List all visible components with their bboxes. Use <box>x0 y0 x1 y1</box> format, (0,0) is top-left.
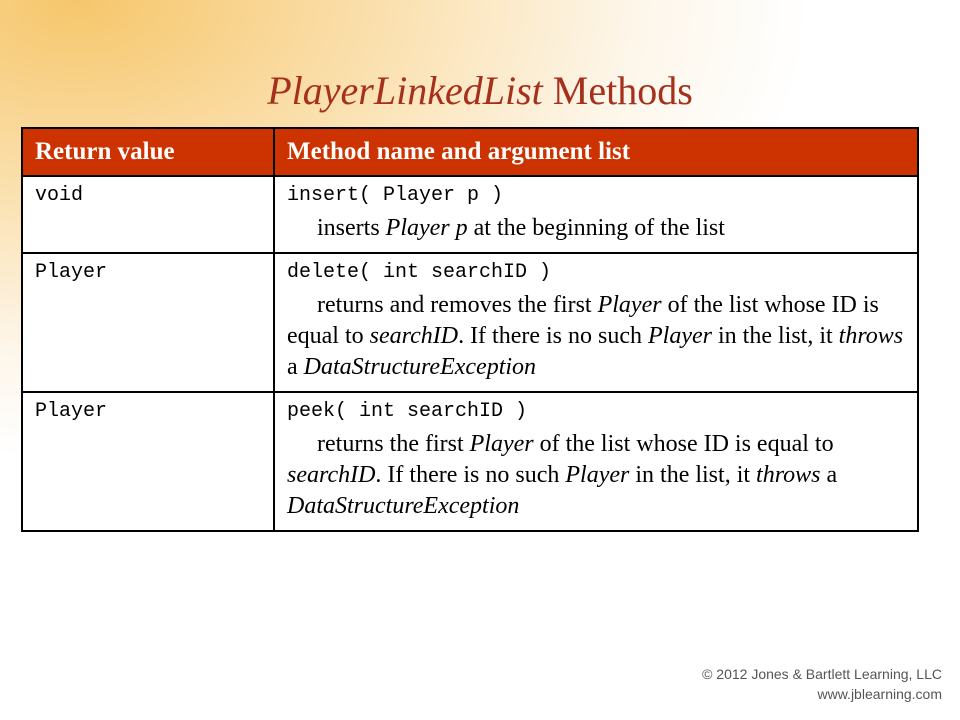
method-cell <box>274 253 918 392</box>
copyright-text: © 2012 Jones & Bartlett Learning, LLC <box>702 666 942 682</box>
slide-title-class-name: PlayerLinkedList <box>267 68 543 113</box>
slide-title <box>0 66 960 116</box>
description-text: returns and removes the first <box>317 292 598 318</box>
copyright-notice <box>702 664 942 704</box>
publisher-website: www.jblearning.com <box>817 686 942 702</box>
description-text: of the list whose ID is equal to <box>533 431 834 457</box>
table-row <box>22 176 918 253</box>
emphasized-term: searchID <box>369 323 459 349</box>
table-header-row <box>22 128 918 176</box>
return-type-cell: Player <box>22 253 274 392</box>
method-description <box>287 429 907 522</box>
emphasized-term: throws <box>756 462 821 488</box>
description-text: a <box>287 354 304 380</box>
method-signature: delete( int searchID ) <box>287 261 552 284</box>
description-text: in the list, it <box>629 462 757 488</box>
method-signature: peek( int searchID ) <box>287 400 528 423</box>
slide-title-suffix: Methods <box>542 68 693 113</box>
emphasized-term: throws <box>838 323 904 349</box>
emphasized-term: Player <box>565 462 630 488</box>
description-text: returns the first <box>317 431 470 457</box>
description-text: a <box>820 462 838 488</box>
methods-table <box>21 127 919 532</box>
method-cell <box>274 176 918 253</box>
description-text: of the list whose ID is equal to <box>287 292 879 349</box>
emphasized-term: Player p <box>385 215 468 241</box>
header-method-name: Method name and argument list <box>274 128 918 176</box>
method-description <box>287 290 907 383</box>
emphasized-term: Player <box>469 431 534 457</box>
description-text: . If there is no such <box>375 462 566 488</box>
emphasized-term: DataStructureException <box>303 354 537 380</box>
method-signature: insert( Player p ) <box>287 184 504 207</box>
return-type-cell: Player <box>22 392 274 531</box>
return-type-cell: void <box>22 176 274 253</box>
table-row <box>22 392 918 531</box>
table-row <box>22 253 918 392</box>
emphasized-term: Player <box>648 323 712 349</box>
description-text: . If there is no such <box>458 323 649 349</box>
emphasized-term: searchID <box>287 462 376 488</box>
description-text: inserts <box>317 215 386 241</box>
method-cell <box>274 392 918 531</box>
description-text: in the list, it <box>712 323 839 349</box>
description-text: at the beginning of the list <box>467 215 725 241</box>
header-return-value: Return value <box>22 128 274 176</box>
method-description <box>287 213 907 244</box>
emphasized-term: Player <box>597 292 662 318</box>
emphasized-term: DataStructureException <box>287 493 520 519</box>
